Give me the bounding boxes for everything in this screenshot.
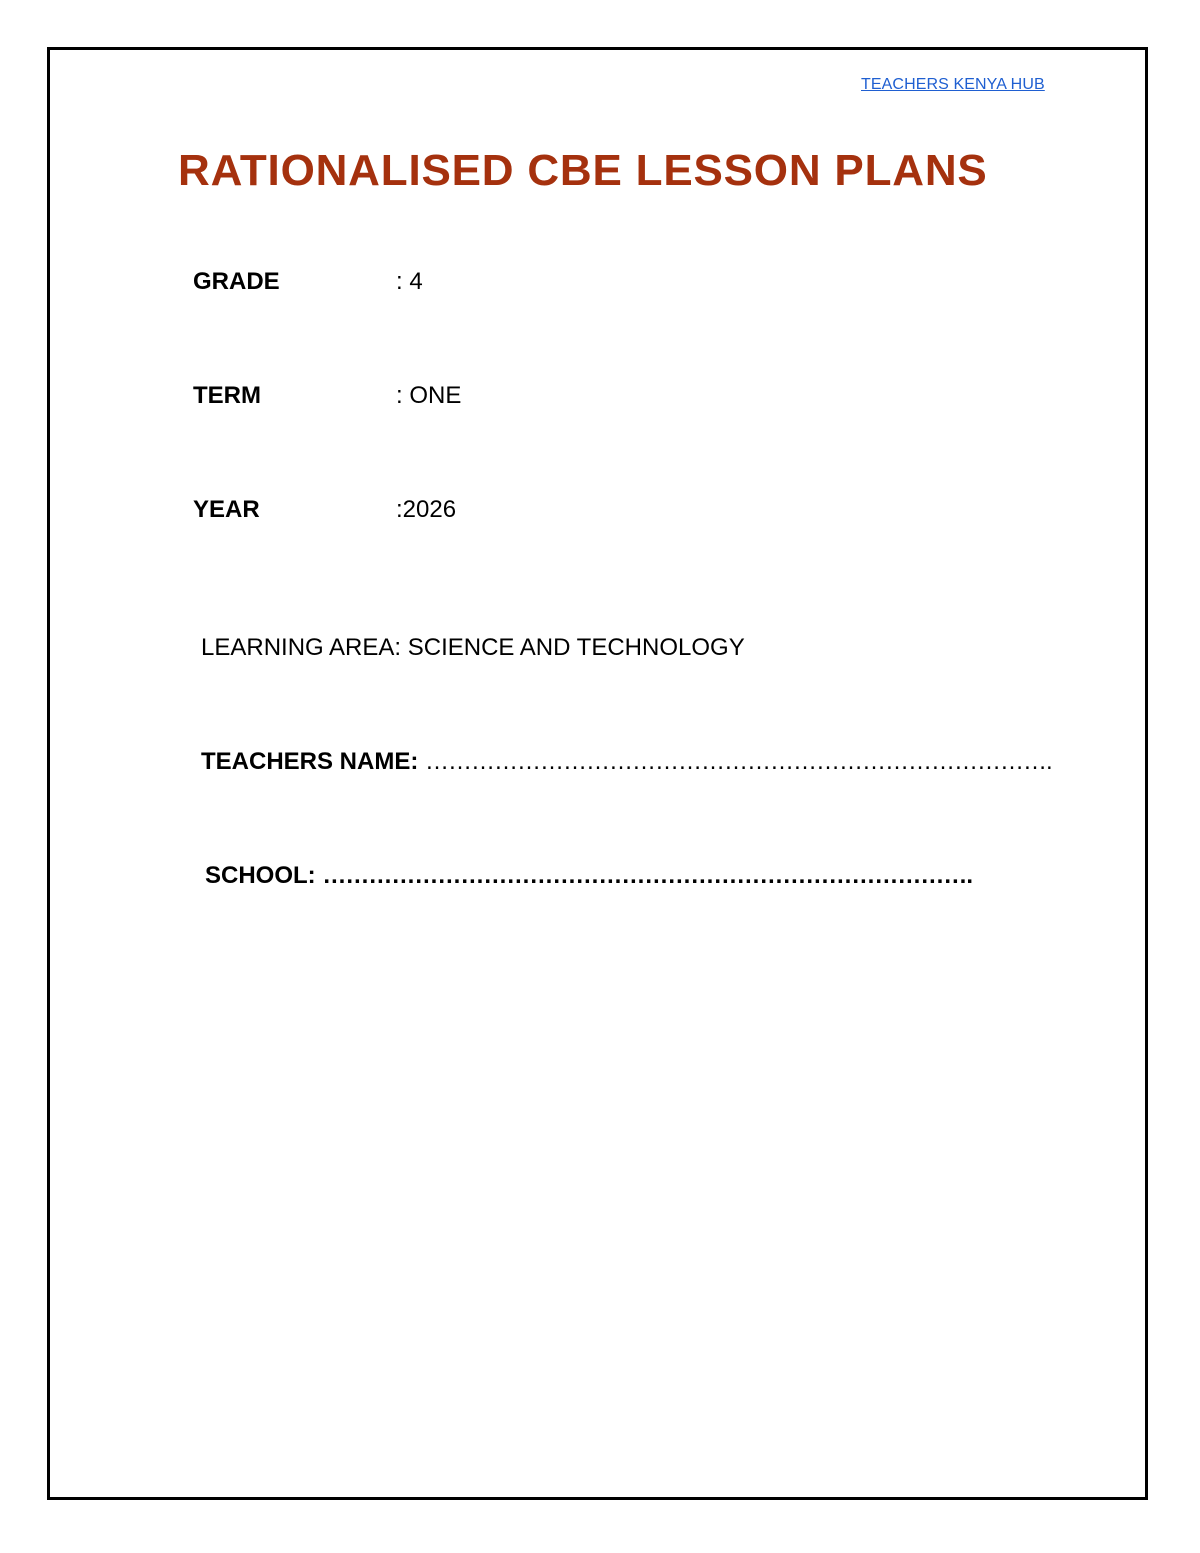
teacher-name-row [201, 748, 1052, 776]
teachers-kenya-hub-link[interactable]: TEACHERS KENYA HUB [861, 76, 1045, 93]
learning-area-value: : SCIENCE AND TECHNOLOGY [394, 634, 745, 661]
teacher-name-label: TEACHERS NAME: [201, 748, 419, 775]
school-row [205, 862, 972, 890]
year-label: YEAR [193, 496, 260, 523]
document-title: RATIONALISED CBE LESSON PLANS [178, 146, 988, 195]
school-blank: …………………………………………………………………………. [322, 862, 973, 889]
term-label: TERM [193, 382, 261, 409]
school-label: SCHOOL: [205, 862, 316, 889]
term-value: : ONE [396, 382, 462, 409]
grade-label: GRADE [193, 268, 280, 295]
learning-area-label: LEARNING AREA [201, 634, 395, 661]
grade-value: : 4 [396, 268, 423, 295]
learning-area-row [201, 634, 745, 662]
teacher-name-blank: ………………………………………………………………………. [425, 748, 1052, 775]
year-value: :2026 [396, 496, 457, 523]
